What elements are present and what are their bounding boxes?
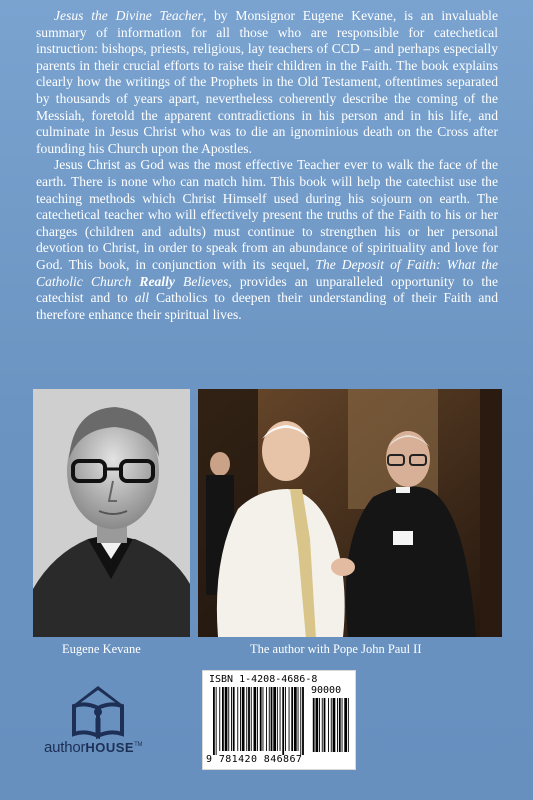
price-bar (342, 698, 343, 752)
barcode-bar (271, 687, 273, 751)
barcode-bar (231, 687, 232, 751)
barcode-bar (277, 687, 278, 751)
barcode-bar (254, 687, 257, 751)
blurb-paragraph-1: Jesus the Divine Teacher, by Monsignor Eugene Kevane, is an invaluable summary of information for all those who are responsible for catechetical instruction: bishops, priests, religious, lay teachers of CCD – and perhaps especially parents in their crucial efforts to raise their children in the Faith. The book explains clearly how the writings of the Prophets in the Old Testament, oftentimes separated by thousands of years apart, nevertheless coherently describe the coming of the Messiah, foretold the apparent contradictions in his person and in his life, and culminate in Jesus Christ who was to die an ignominious death on the Cross after founding his Church upon the Apostles. (36, 8, 498, 156)
price-bar (333, 698, 336, 752)
photo-illustration (198, 389, 502, 637)
barcode-bar (269, 687, 270, 751)
publisher-name: authorHOUSE™ (44, 739, 143, 756)
price-bar (328, 698, 329, 752)
barcode-bar (233, 687, 235, 751)
barcode-bar (246, 687, 247, 751)
price-bar (316, 698, 319, 752)
barcode-bar (213, 687, 215, 755)
portrait-illustration (33, 389, 190, 637)
barcode-bar (263, 687, 264, 751)
barcode-bar (291, 687, 293, 751)
barcode-bar (298, 687, 299, 751)
barcode-bar (282, 687, 284, 755)
barcode-bar (242, 687, 245, 751)
barcode-bar (260, 687, 262, 751)
barcode-bar (302, 687, 304, 755)
barcode-bar (294, 687, 297, 751)
barcode-bar (300, 687, 301, 755)
ean-number: 9 781420 846867 (206, 754, 303, 765)
price-bar (319, 698, 320, 752)
caption-left: Eugene Kevane (62, 642, 141, 656)
price-bar (331, 698, 332, 752)
barcode-bar (266, 687, 267, 751)
price-code: 90000 (311, 685, 342, 696)
barcode-bar (216, 687, 217, 755)
author-portrait-photo (33, 389, 190, 637)
barcode-bar (240, 687, 241, 751)
barcode-bar (248, 687, 250, 751)
price-bar (339, 698, 341, 752)
barcode-bar (219, 687, 220, 751)
blurb-text (36, 8, 498, 323)
price-bar (337, 698, 338, 752)
barcode-bar (251, 687, 252, 751)
author-with-pope-photo (198, 389, 502, 637)
price-bar (348, 698, 349, 752)
price-bar (344, 698, 347, 752)
barcode-bar (225, 687, 228, 751)
barcode-panel (202, 670, 356, 770)
price-bar (324, 698, 326, 752)
caption-right: The author with Pope John Paul II (250, 642, 422, 656)
barcode-bar (273, 687, 276, 751)
barcode-bar (285, 687, 286, 751)
barcode-bar (237, 687, 238, 751)
price-bar (313, 698, 315, 752)
price-bar (322, 698, 323, 752)
barcode-bar (280, 687, 281, 751)
barcode-bar (257, 687, 258, 751)
blurb-paragraph-2: Jesus Christ as God was the most effective Teacher ever to walk the face of the earth. There is none who can match him. This book will help the catechist use the teaching methods which Christ Himself used during his sojourn on earth. The catechetical teacher who will effectively present the truths of the Faith to his or her charges (children and adults) must continue to strengthen his or her personal devotion to Christ, in order to speak from an abundance of spirituality and love for God. This book, in conjunction with its sequel, The Deposit of Faith: What the Catholic Church Really Believes, provides an unparalleled opportunity to the catechist and to all Catholics to deepen their understanding of their Faith and therefore enhance their spiritual lives. (36, 157, 498, 322)
barcode-bar (222, 687, 224, 751)
barcode-bar (228, 687, 229, 751)
barcode-bar (289, 687, 290, 751)
isbn-number: ISBN 1-4208-4686-8 (209, 674, 318, 685)
